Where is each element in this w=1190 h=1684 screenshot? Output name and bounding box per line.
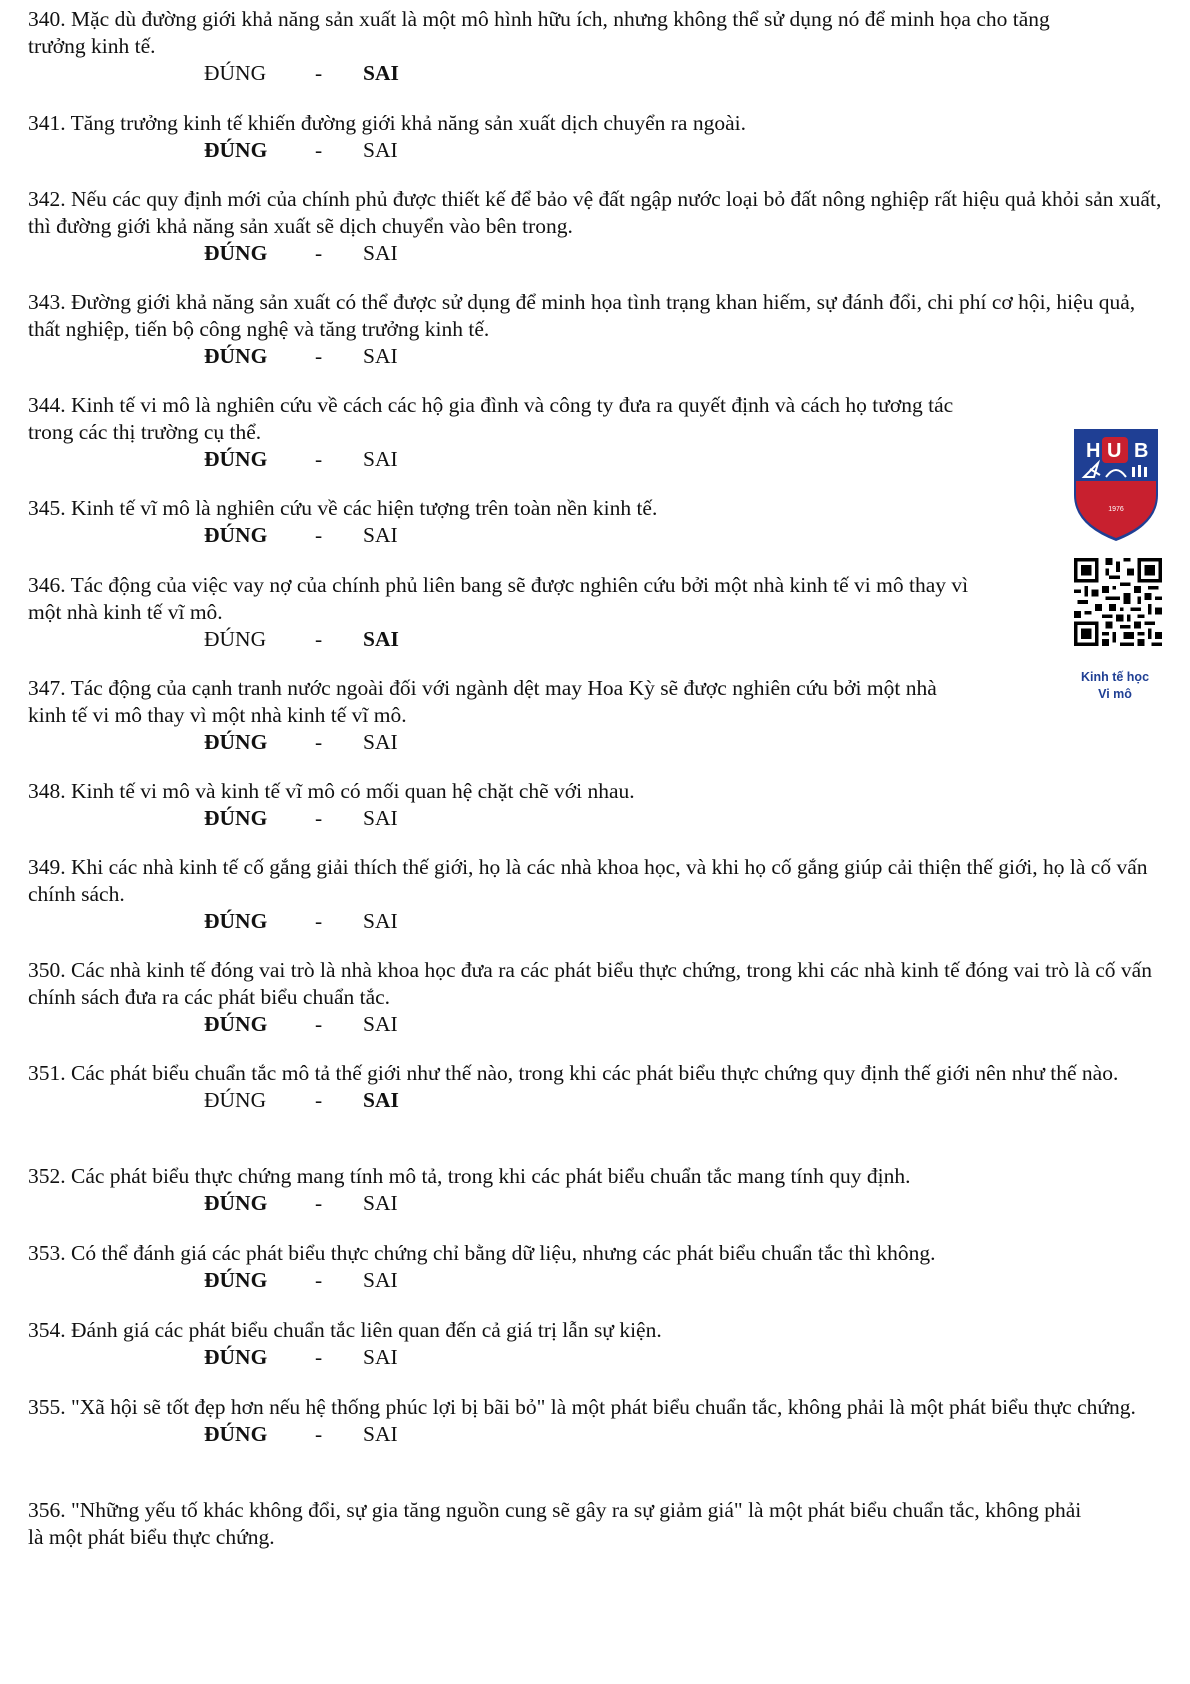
answer-options: [28, 1267, 1168, 1295]
option-separator: -: [315, 241, 323, 265]
question-349: [28, 854, 1168, 936]
answer-options: [28, 729, 1168, 757]
option-true: ĐÚNG: [204, 1268, 268, 1292]
option-true: ĐÚNG: [204, 1012, 268, 1036]
question-353: [28, 1240, 1168, 1295]
question-354: [28, 1317, 1168, 1372]
question-343: [28, 289, 1168, 371]
option-true: ĐÚNG: [204, 241, 268, 265]
option-separator: -: [315, 61, 323, 85]
question-text: 347. Tác động của cạnh tranh nước ngoài đối với ngành dệt may Hoa Kỳ sẽ được nghiên cứu bởi một nhà kinh tế vi mô thay vì một nhà kinh tế vĩ mô.: [28, 676, 937, 727]
option-separator: -: [315, 523, 323, 547]
question-text: 340. Mặc dù đường giới khả năng sản xuất là một mô hình hữu ích, nhưng không thể sử dụng nó để minh họa cho tăng trưởng kinh tế.: [28, 7, 1050, 58]
option-false: SAI: [363, 909, 398, 933]
option-false: SAI: [363, 627, 399, 651]
question-text: 356. "Những yếu tố khác không đổi, sự gia tăng nguồn cung sẽ gây ra sự giảm giá" là một phát biểu chuẩn tắc, không phải là một phát biểu thực chứng.: [28, 1498, 1082, 1549]
svg-text:B: B: [1134, 440, 1149, 462]
hub-logo: [1070, 425, 1162, 543]
option-false: SAI: [363, 1422, 398, 1446]
option-true: ĐÚNG: [204, 344, 268, 368]
option-true: ĐÚNG: [204, 447, 268, 471]
option-separator: -: [315, 627, 323, 651]
answer-options: [28, 1190, 1168, 1218]
option-true: ĐÚNG: [204, 1088, 267, 1112]
option-false: SAI: [363, 61, 399, 85]
option-true: ĐÚNG: [204, 1345, 268, 1369]
question-text: 342. Nếu các quy định mới của chính phủ được thiết kế để bảo vệ đất ngập nước loại bỏ đất nông nghiệp rất hiệu quả khỏi sản xuất, thì đường giới khả năng sản xuất sẽ dịch chuyển vào bên trong.: [28, 187, 1162, 238]
option-true: ĐÚNG: [204, 138, 268, 162]
option-false: SAI: [363, 1191, 398, 1215]
option-false: SAI: [363, 241, 398, 265]
answer-options: [28, 1011, 1168, 1039]
option-true: ĐÚNG: [204, 909, 268, 933]
option-false: SAI: [363, 1088, 399, 1112]
question-341: [28, 110, 1168, 165]
question-347: [28, 675, 1168, 757]
question-text: 351. Các phát biểu chuẩn tắc mô tả thế giới như thế nào, trong khi các phát biểu thực chứng quy định thế giới nên như thế nào.: [28, 1061, 1119, 1085]
brand-sidebar: [1060, 425, 1170, 725]
option-false: SAI: [363, 806, 398, 830]
answer-options: [28, 908, 1168, 936]
question-text: 355. "Xã hội sẽ tốt đẹp hơn nếu hệ thống phúc lợi bị bãi bỏ" là một phát biểu chuẩn tắc, không phải là một phát biểu thực chứng.: [28, 1395, 1136, 1419]
answer-options: [28, 1087, 1168, 1115]
question-342: [28, 186, 1168, 268]
option-false: SAI: [363, 1345, 398, 1369]
answer-options: [28, 626, 1168, 654]
option-separator: -: [315, 1422, 323, 1446]
answer-options: [28, 240, 1168, 268]
question-352: [28, 1163, 1168, 1218]
svg-text:U: U: [1107, 440, 1122, 462]
option-true: ĐÚNG: [204, 1422, 268, 1446]
question-348: [28, 778, 1168, 833]
question-351: [28, 1060, 1168, 1115]
option-separator: -: [315, 730, 323, 754]
option-separator: -: [315, 1191, 323, 1215]
answer-options: [28, 343, 1168, 371]
question-356: [28, 1497, 1168, 1551]
question-344: [28, 392, 1168, 474]
option-false: SAI: [363, 447, 398, 471]
answer-options: [28, 1421, 1168, 1449]
answer-options: [28, 446, 1168, 474]
question-text: 346. Tác động của việc vay nợ của chính phủ liên bang sẽ được nghiên cứu bởi một nhà kinh tế vi mô thay vì một nhà kinh tế vĩ mô.: [28, 573, 969, 624]
option-false: SAI: [363, 523, 398, 547]
option-separator: -: [315, 1345, 323, 1369]
option-true: ĐÚNG: [204, 730, 268, 754]
question-text: 349. Khi các nhà kinh tế cố gắng giải thích thế giới, họ là các nhà khoa học, và khi họ cố gắng giúp cải thiện thế giới, họ là cố vấn chính sách.: [28, 855, 1148, 906]
option-true: ĐÚNG: [204, 627, 267, 651]
caption-line-2: Vi mô: [1098, 687, 1132, 701]
option-true: ĐÚNG: [204, 1191, 268, 1215]
question-text: 352. Các phát biểu thực chứng mang tính mô tả, trong khi các phát biểu chuẩn tắc mang tính quy định.: [28, 1164, 911, 1188]
question-346: [28, 572, 1168, 654]
question-text: 343. Đường giới khả năng sản xuất có thể được sử dụng để minh họa tình trạng khan hiếm, sự đánh đổi, chi phí cơ hội, hiệu quả, thất nghiệp, tiến bộ công nghệ và tăng trưởng kinh tế.: [28, 290, 1136, 341]
option-separator: -: [315, 138, 323, 162]
option-separator: -: [315, 806, 323, 830]
question-text: 344. Kinh tế vi mô là nghiên cứu về cách các hộ gia đình và công ty đưa ra quyết định và cách họ tương tác trong các thị trường cụ thể.: [28, 393, 954, 444]
question-text: 353. Có thể đánh giá các phát biểu thực chứng chỉ bằng dữ liệu, nhưng các phát biểu chuẩn tắc thì không.: [28, 1241, 936, 1265]
answer-options: [28, 1344, 1168, 1372]
option-false: SAI: [363, 1012, 398, 1036]
question-350: [28, 957, 1168, 1039]
question-345: [28, 495, 1168, 550]
option-separator: -: [315, 1012, 323, 1036]
option-false: SAI: [363, 138, 398, 162]
option-false: SAI: [363, 344, 398, 368]
brand-caption: [1060, 669, 1170, 703]
answer-options: [28, 805, 1168, 833]
option-true: ĐÚNG: [204, 806, 268, 830]
option-separator: -: [315, 447, 323, 471]
option-false: SAI: [363, 730, 398, 754]
question-text: 354. Đánh giá các phát biểu chuẩn tắc liên quan đến cả giá trị lẫn sự kiện.: [28, 1318, 662, 1342]
question-355: [28, 1394, 1168, 1449]
svg-text:H: H: [1086, 440, 1101, 462]
answer-options: [28, 137, 1168, 165]
option-separator: -: [315, 344, 323, 368]
option-separator: -: [315, 909, 323, 933]
qr-code: [1074, 558, 1162, 646]
question-text: 348. Kinh tế vi mô và kinh tế vĩ mô có mối quan hệ chặt chẽ với nhau.: [28, 779, 635, 803]
question-text: 345. Kinh tế vĩ mô là nghiên cứu về các hiện tượng trên toàn nền kinh tế.: [28, 496, 658, 520]
caption-line-1: Kinh tế học: [1080, 670, 1150, 684]
question-text: 350. Các nhà kinh tế đóng vai trò là nhà khoa học đưa ra các phát biểu thực chứng, trong khi các nhà kinh tế đóng vai trò là cố vấn chính sách đưa ra các phát biểu chuẩn tắc.: [28, 958, 1152, 1009]
option-separator: -: [315, 1088, 323, 1112]
answer-options: [28, 522, 1168, 550]
option-true: ĐÚNG: [204, 523, 268, 547]
option-false: SAI: [363, 1268, 398, 1292]
option-true: ĐÚNG: [204, 61, 267, 85]
logo-year: 1976: [1108, 506, 1124, 513]
question-340: [28, 6, 1168, 88]
question-text: 341. Tăng trưởng kinh tế khiến đường giới khả năng sản xuất dịch chuyển ra ngoài.: [28, 111, 746, 135]
answer-options: [28, 60, 1168, 88]
option-separator: -: [315, 1268, 323, 1292]
